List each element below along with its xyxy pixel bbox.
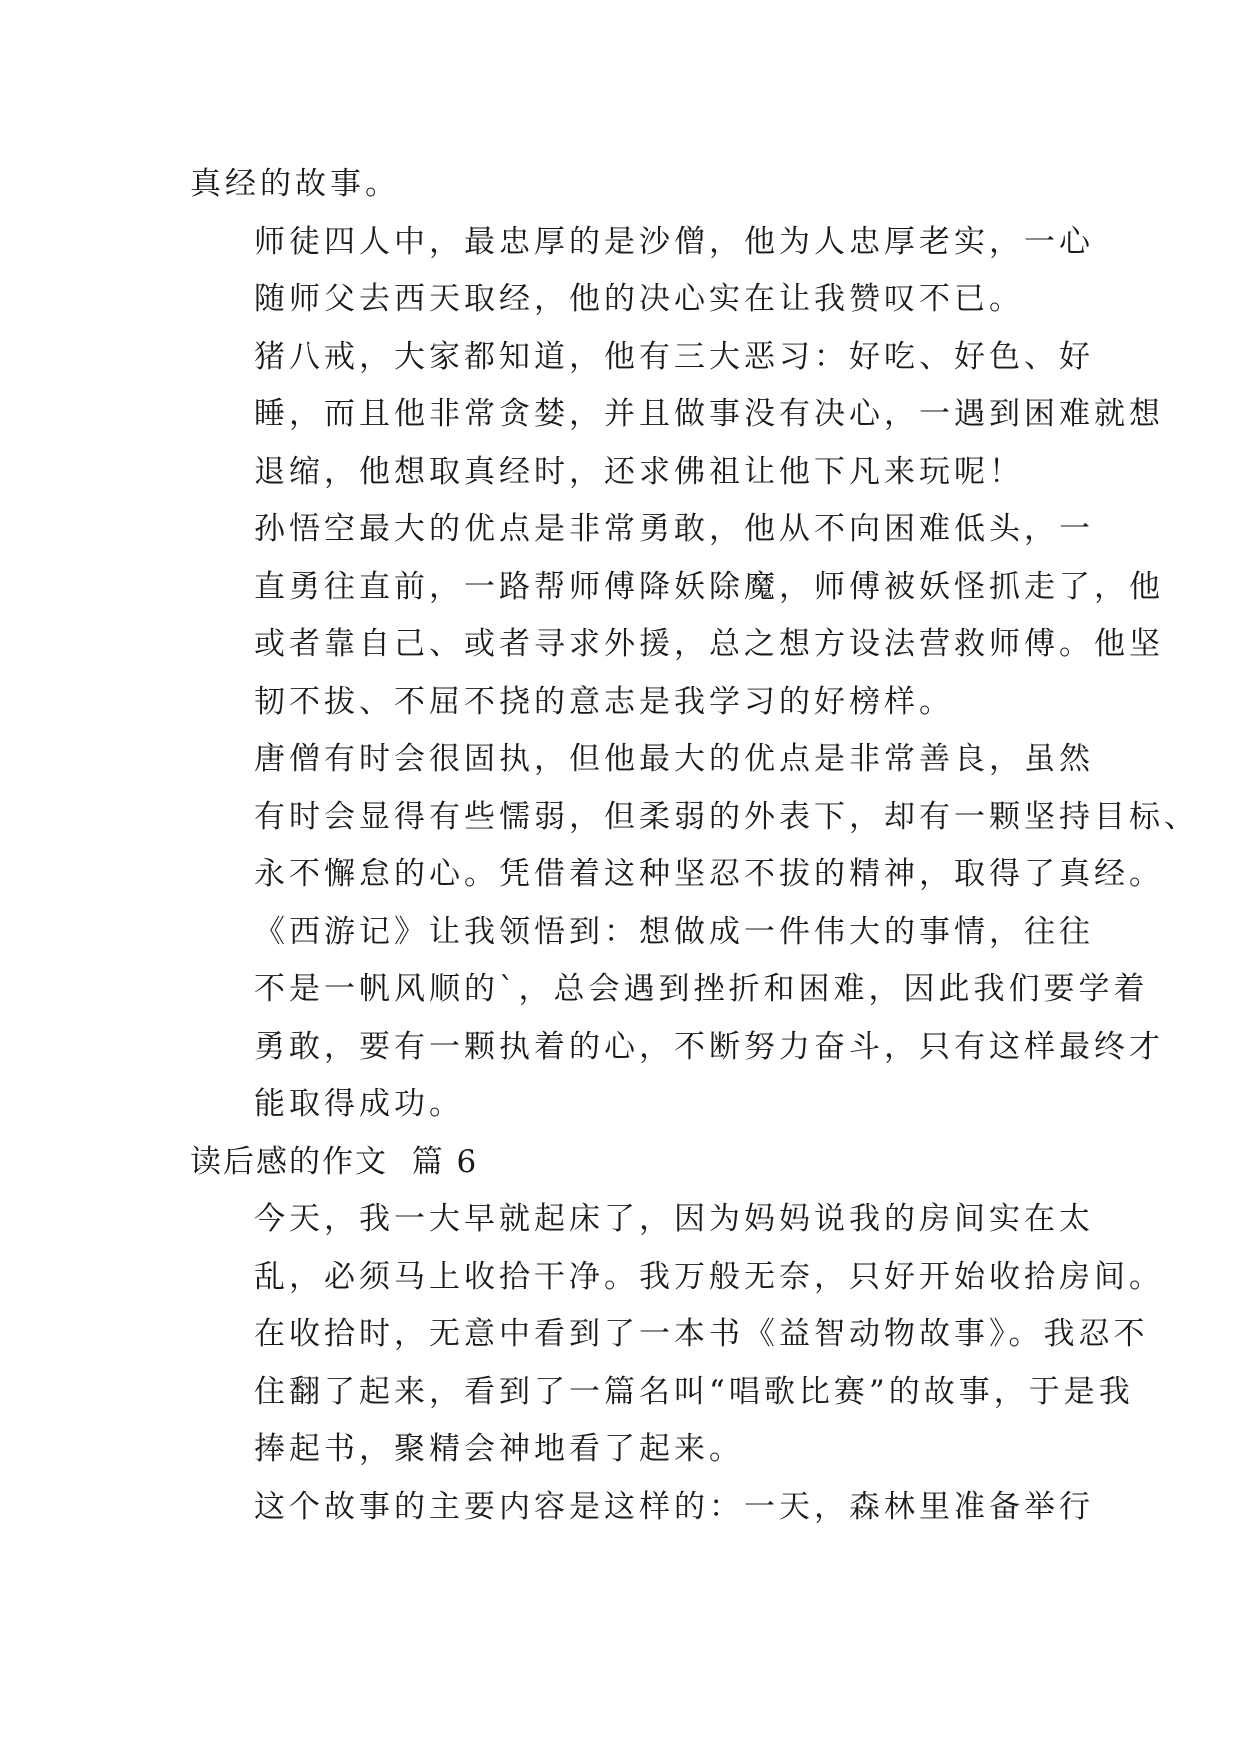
text-line: 这个故事的主要内容是这样的：一天，森林里准备举行	[254, 1488, 1094, 1525]
text-line: 乱，必须马上收拾干净。我万般无奈，只好开始收拾房间。	[254, 1258, 1164, 1295]
text-line: 孙悟空最大的优点是非常勇敢，他从不向困难低头，一	[254, 511, 1094, 547]
text-line: 不是一帆风顺的`，总会遇到挫折和困难，因此我们要学着	[254, 971, 1149, 1007]
text-line: 《西游记》让我领悟到：想做成一件伟大的事情，往往	[254, 913, 1094, 950]
paragraph-tang-seng	[190, 731, 1199, 904]
text-line: 捧起书，聚精会神地看了起来。	[254, 1431, 744, 1467]
paragraph-zhu-bajie	[190, 329, 1164, 502]
text-line: 或者靠自己、或者寻求外援，总之想方设法营救师傅。他坚	[254, 626, 1164, 662]
paragraph-sha-seng	[190, 214, 1094, 329]
text-line: 住翻了起来，看到了一篇名叫“唱歌比赛”的故事，于是我	[254, 1373, 1134, 1410]
text-line: 能取得成功。	[254, 1086, 464, 1122]
text-line: 今天，我一大早就起床了，因为妈妈说我的房间实在太	[254, 1201, 1094, 1237]
text-line: 随师父去西天取经，他的决心实在让我赞叹不已。	[254, 281, 1024, 317]
heading-text: 读后感的作文 篇 6	[190, 1143, 479, 1180]
text-line: 在收拾时，无意中看到了一本书《益智动物故事》。我忍不	[254, 1316, 1149, 1352]
paragraph-today	[190, 1191, 1164, 1479]
text-line: 猪八戒，大家都知道，他有三大恶习：好吃、好色、好	[254, 338, 1094, 375]
text-line: 直勇往直前，一路帮师傅降妖除魔，师傅被妖怪抓走了，他	[254, 568, 1164, 605]
text-line: 有时会显得有些懦弱，但柔弱的外表下，却有一颗坚持目标、	[254, 798, 1199, 835]
section-heading	[190, 1134, 1058, 1192]
text-line: 勇敢，要有一颗执着的心，不断努力奋斗，只有这样最终才	[254, 1028, 1164, 1065]
text-line: 睡，而且他非常贪婪，并且做事没有决心，一遇到困难就想	[254, 396, 1164, 432]
paragraph-continuation	[190, 156, 1058, 214]
document-body	[190, 156, 1199, 1536]
text-line: 真经的故事。	[190, 166, 400, 202]
paragraph-sun-wukong	[190, 501, 1164, 731]
text-line: 师徒四人中，最忠厚的是沙僧，他为人忠厚老实，一心	[254, 223, 1094, 260]
paragraph-story-intro	[190, 1479, 1094, 1537]
text-line: 韧不拔、不屈不挠的意志是我学习的好榜样。	[254, 683, 954, 720]
text-line: 退缩，他想取真经时，还求佛祖让他下凡来玩呢！	[254, 453, 1024, 490]
text-line: 永不懈怠的心。凭借着这种坚忍不拔的精神，取得了真经。	[254, 856, 1164, 892]
text-line: 唐僧有时会很固执，但他最大的优点是非常善良，虽然	[254, 741, 1094, 777]
paragraph-conclusion	[190, 904, 1164, 1134]
